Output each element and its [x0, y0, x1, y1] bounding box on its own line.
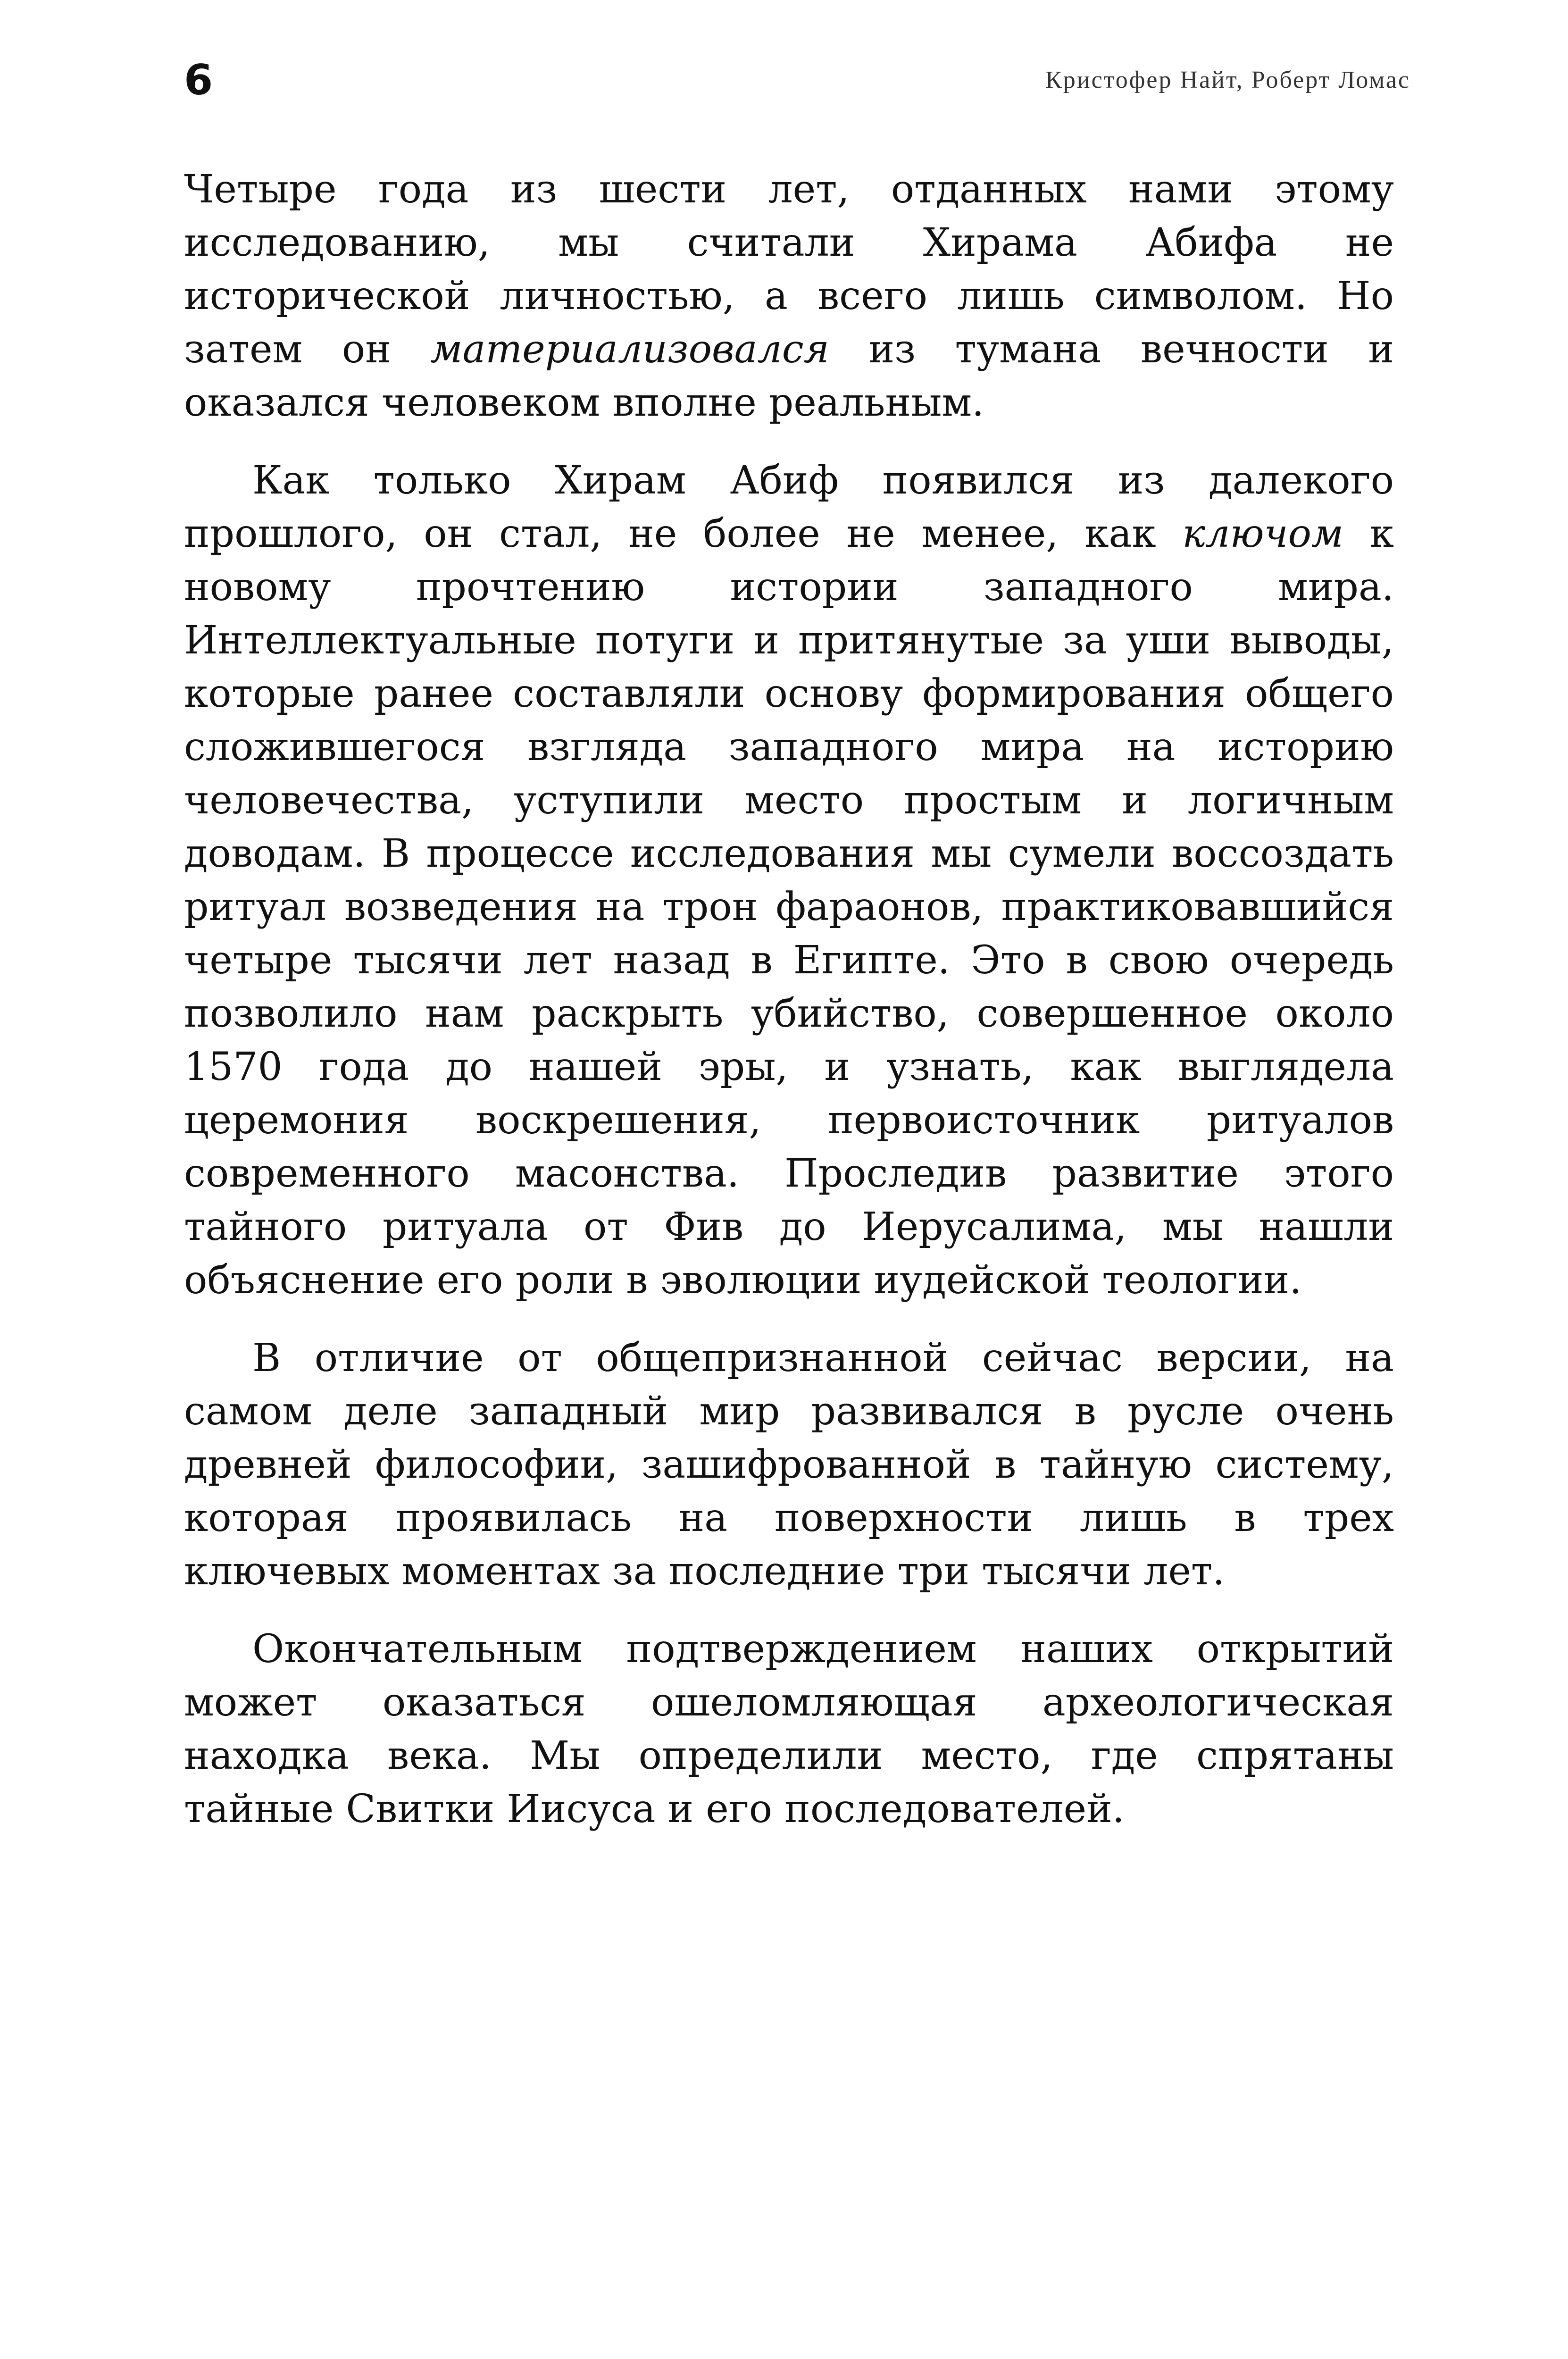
running-header-authors: Кристофер Найт, Роберт Ломас	[1045, 67, 1410, 93]
paragraph-3: В отличие от общепризнанной сейчас версии, на самом деле западный мир развивался в русле очень древней философии, зашифрованной в тайную систему, которая проявилась на поверхности лишь в трех ключевых моментах за последние три тысячи лет.	[184, 1336, 1394, 1594]
paragraph-2	[184, 454, 1394, 1307]
page-number: 6	[184, 56, 213, 104]
paragraph-4: Окончательным подтверждением наших открытий может оказаться ошеломляющая археологическая находка века. Мы определили место, где спрятаны тайные Свитки Иисуса и его последователей.	[184, 1627, 1394, 1832]
paragraph-1	[184, 163, 1394, 429]
running-header	[184, 50, 1410, 111]
paragraph-1-text-after: из тумана вечности и оказался человеком вполне реальным.	[184, 327, 1394, 425]
paragraph-1-text-before: Четыре года из шести лет, отданных нами этому исследованию, мы считали Хирама Абифа не исторической личностью, а всего лишь символом. Но затем он	[184, 167, 1394, 372]
paragraph-2-emphasis: ключом	[1182, 511, 1344, 556]
paragraph-1-emphasis: материализовался	[430, 327, 829, 372]
body-text	[184, 163, 1394, 1860]
paragraph-2-text-before: Как только Хирам Абиф появился из далекого прошлого, он стал, не более не менее, как	[184, 458, 1394, 556]
paragraph-2-text-after: к новому прочтению истории западного мира. Интеллектуальные потуги и притянутые за уши выводы, которые ранее составляли основу формирования общего сложившегося взгляда западного мира на историю человечества, уступили место простым и логичным доводам. В процессе исследования мы сумели воссоздать ритуал возведения на трон фараонов, практиковавшийся четыре тысячи лет назад в Египте. Это в свою очередь позволило нам раскрыть убийство, совершенное около 1570 года до нашей эры, и узнать, как выглядела церемония воскрешения, первоисточник ритуалов современного масонства. Проследив развитие этого тайного ритуала от Фив до Иерусалима, мы нашли объяснение его роли в эволюции иудейской теологии.	[184, 511, 1394, 1303]
